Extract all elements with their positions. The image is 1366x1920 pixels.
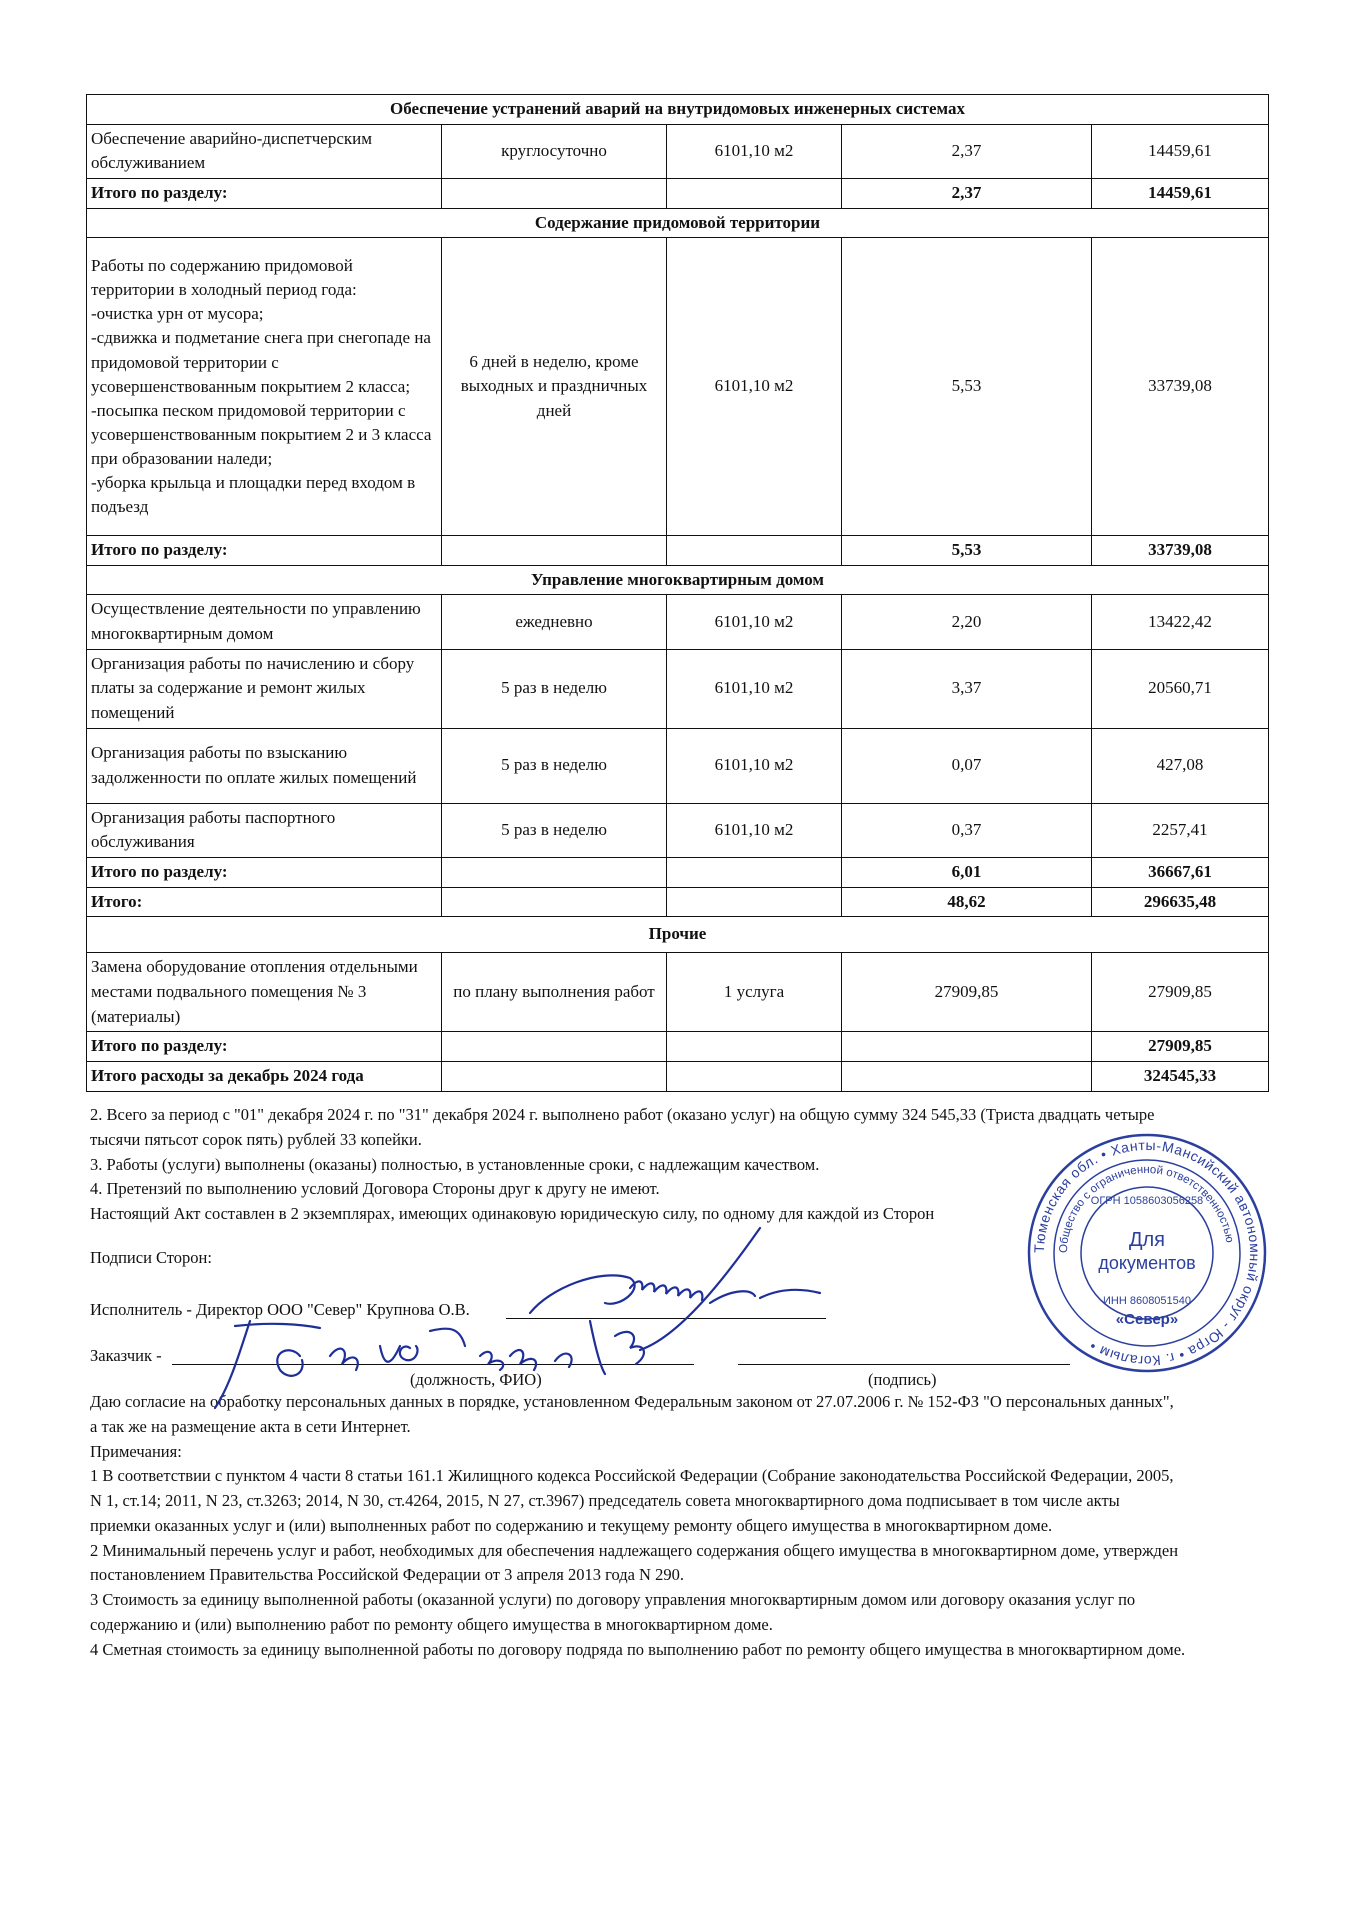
note-3-cont: содержанию и (или) выполнению работ по ремонту общего имущества в многоквартирном доме.	[90, 1614, 773, 1634]
total-rate: 5,53	[842, 536, 1092, 566]
total-sum: 33739,08	[1092, 536, 1269, 566]
note-2-cont: постановлением Правительства Российской Федерации от 3 апреля 2013 года N 290.	[90, 1565, 684, 1585]
service-sum: 33739,08	[1092, 238, 1269, 536]
table-row	[87, 124, 1269, 178]
service-rate: 2,20	[842, 595, 1092, 649]
service-unit: 6101,10 м2	[667, 595, 842, 649]
service-sum: 427,08	[1092, 728, 1269, 803]
services-table	[86, 94, 1269, 1092]
seal-ogrn: ОГРН 1058603056258	[1090, 1195, 1204, 1207]
consent-text: Даю согласие на обработку персональных данных в порядке, установленном Федеральным законом от 27.07.2006 г. № 152-ФЗ "О персональных данных",	[90, 1392, 1174, 1411]
section-total-row	[87, 1032, 1269, 1062]
service-name: Обеспечение аварийно-диспетчерским обслуживанием	[87, 124, 442, 178]
paragraph-2: 2. Всего за период с "01" декабря 2024 г. по "31" декабря 2024 г. выполнено работ (оказано услуг) на общую сумму 324 545,33 (Триста двадцать четыре	[90, 1105, 1155, 1124]
section-header	[87, 95, 1269, 125]
note-1-cont: N 1, ст.14; 2011, N 23, ст.3263; 2014, N 30, ст.4264, 2015, N 27, ст.3967) председатель совета многоквартирного дома подписывает в том числе акты	[90, 1491, 1120, 1510]
table-row	[87, 728, 1269, 803]
total-rate: 6,01	[842, 857, 1092, 887]
table-row	[87, 649, 1269, 728]
service-name: Организация работы паспортного обслуживания	[87, 803, 442, 857]
note-1-cont: приемки оказанных услуг и (или) выполненных работ по содержанию и текущему ремонту общего имущества в многоквартирном доме.	[90, 1515, 1053, 1535]
service-sum: 27909,85	[1092, 953, 1269, 1032]
service-name: Организация работы по начислению и сбору платы за содержание и ремонт жилых помещений	[87, 649, 442, 728]
service-frequency: ежедневно	[442, 595, 667, 649]
section-total-row	[87, 857, 1269, 887]
seal-ring-text: Тюменская обл. • Ханты-Мансийский автономный округ - Югра • г. Когалым •	[1030, 1136, 1264, 1370]
service-frequency: 5 раз в неделю	[442, 649, 667, 728]
section-title: Содержание придомовой территории	[87, 208, 1269, 238]
service-unit: 6101,10 м2	[667, 649, 842, 728]
final-total-sum: 324545,33	[1092, 1062, 1269, 1092]
note-1: 1 В соответствии с пунктом 4 части 8 статьи 161.1 Жилищного кодекса Российской Федерации (Собрание законодательства Российской Федерации, 2005,	[90, 1466, 1174, 1486]
customer-signature	[210, 1316, 710, 1411]
section-title: Прочие	[87, 917, 1269, 953]
service-sum: 2257,41	[1092, 803, 1269, 857]
service-frequency: 6 дней в неделю, кроме выходных и праздничных дней	[442, 238, 667, 536]
service-unit: 6101,10 м2	[667, 803, 842, 857]
seal-inn: ИНН 8608051540	[1102, 1295, 1192, 1307]
service-name: Замена оборудование отопления отдельными местами подвального помещения № 3 (материалы)	[87, 953, 442, 1032]
service-rate: 27909,85	[842, 953, 1092, 1032]
final-total-row	[87, 1062, 1269, 1092]
service-name: Работы по содержанию придомовой территории в холодный период года: -очистка урн от мусора; -сдвижка и подметание снега при снегопаде на придомовой территории с усовершенствованным покрытием 2 класса; -посыпка песком придомовой территории с усовершенствованным покрытием 2 и 3 класса при образовании наледи; -уборка крыльца и площадки перед входом в подъезд	[87, 238, 442, 536]
signatures-title: Подписи Сторон:	[90, 1248, 212, 1267]
seal-center-line1: Для	[1128, 1229, 1166, 1251]
seal-inner-text: Общество с ограниченной ответственностью	[1057, 1163, 1236, 1254]
customer-line: Заказчик -	[90, 1346, 162, 1365]
service-unit: 6101,10 м2	[667, 238, 842, 536]
note-4: 4 Сметная стоимость за единицу выполненной работы по договору подряда по выполнению работ по ремонту общего имущества в многоквартирном доме.	[90, 1639, 1186, 1659]
seal-company-name: «Север»	[1115, 1311, 1179, 1328]
section-total-row	[87, 178, 1269, 208]
total-sum: 14459,61	[1092, 178, 1269, 208]
total-sum: 36667,61	[1092, 857, 1269, 887]
service-rate: 2,37	[842, 124, 1092, 178]
service-unit: 6101,10 м2	[667, 124, 842, 178]
paragraph-3: 3. Работы (услуги) выполнены (оказаны) полностью, в установленные сроки, с надлежащим качеством.	[90, 1154, 820, 1174]
section-header	[87, 565, 1269, 595]
section-header	[87, 917, 1269, 953]
service-unit: 6101,10 м2	[667, 728, 842, 803]
service-sum: 14459,61	[1092, 124, 1269, 178]
section-title: Управление многоквартирным домом	[87, 565, 1269, 595]
service-sum: 20560,71	[1092, 649, 1269, 728]
customer-signature-line	[738, 1364, 1070, 1365]
note-2: 2 Минимальный перечень услуг и работ, необходимых для обеспечения надлежащего содержания общего имущества в многоквартирном доме, утвержден	[90, 1540, 1179, 1560]
service-rate: 0,07	[842, 728, 1092, 803]
final-total-label: Итого расходы за декабрь 2024 года	[87, 1062, 442, 1092]
total-rate: 2,37	[842, 178, 1092, 208]
grand-total-sum: 296635,48	[1092, 887, 1269, 917]
signature-caption: (подпись)	[868, 1370, 937, 1389]
section-title: Обеспечение устранений аварий на внутридомовых инженерных системах	[87, 95, 1269, 125]
total-label: Итого по разделу:	[87, 178, 442, 208]
service-rate: 5,53	[842, 238, 1092, 536]
service-rate: 0,37	[842, 803, 1092, 857]
notes-title: Примечания:	[90, 1441, 182, 1461]
table-row	[87, 803, 1269, 857]
consent-block	[90, 1390, 1290, 1662]
seal-center-line2: документов	[1098, 1253, 1196, 1273]
consent-text-cont: а так же на размещение акта в сети Интернет.	[90, 1416, 411, 1436]
paragraph-2-cont: тысячи пятьсот сорок пять) рублей 33 копейки.	[90, 1129, 422, 1149]
executor-line: Исполнитель - Директор ООО "Север" Крупнова О.В.	[90, 1300, 470, 1319]
note-3: 3 Стоимость за единицу выполненной работы (оказанной услуги) по договору управления многоквартирным домом или договору оказания услуг по	[90, 1590, 1136, 1609]
company-seal	[1022, 1128, 1272, 1378]
total-label: Итого по разделу:	[87, 857, 442, 887]
customer-signature-stroke	[215, 1321, 644, 1408]
service-unit: 1 услуга	[667, 953, 842, 1032]
table-row	[87, 238, 1269, 536]
total-sum: 27909,85	[1092, 1032, 1269, 1062]
grand-total-row	[87, 887, 1269, 917]
section-header	[87, 208, 1269, 238]
table-row	[87, 595, 1269, 649]
service-name: Организация работы по взысканию задолженности по оплате жилых помещений	[87, 728, 442, 803]
service-name: Осуществление деятельности по управлению многоквартирным домом	[87, 595, 442, 649]
table-row	[87, 953, 1269, 1032]
grand-total-rate: 48,62	[842, 887, 1092, 917]
service-frequency: круглосуточно	[442, 124, 667, 178]
service-frequency: 5 раз в неделю	[442, 728, 667, 803]
paragraph-5: Настоящий Акт составлен в 2 экземплярах, имеющих одинаковую юридическую силу, по одному для каждой из Сторон	[90, 1204, 935, 1223]
service-sum: 13422,42	[1092, 595, 1269, 649]
service-frequency: по плану выполнения работ	[442, 953, 667, 1032]
total-label: Итого по разделу:	[87, 536, 442, 566]
total-label: Итого по разделу:	[87, 1032, 442, 1062]
service-rate: 3,37	[842, 649, 1092, 728]
service-frequency: 5 раз в неделю	[442, 803, 667, 857]
grand-total-label: Итого:	[87, 887, 442, 917]
paragraph-4: 4. Претензий по выполнению условий Договора Стороны друг к другу не имеют.	[90, 1179, 660, 1199]
position-caption: (должность, ФИО)	[410, 1370, 542, 1389]
section-total-row	[87, 536, 1269, 566]
